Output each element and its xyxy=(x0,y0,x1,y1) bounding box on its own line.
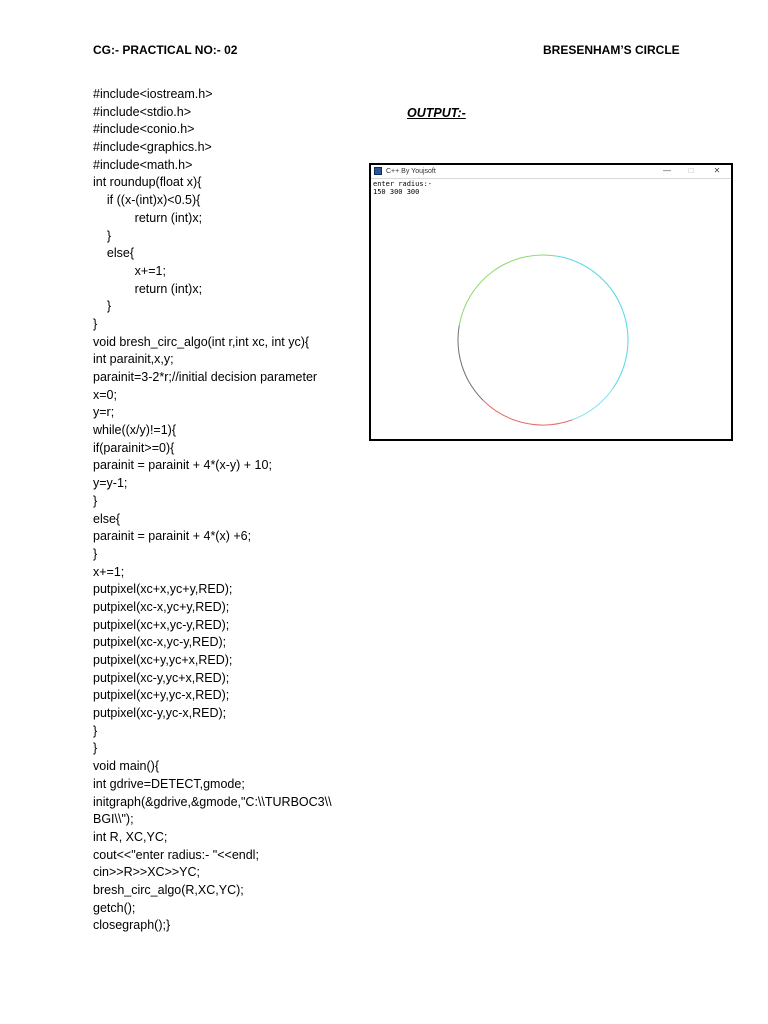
code-line: #include<graphics.h> xyxy=(93,140,212,155)
code-line: int parainit,x,y; xyxy=(93,352,174,367)
code-line: BGI\\"); xyxy=(93,812,134,827)
code-line: else{ xyxy=(93,511,121,526)
code-line: } xyxy=(93,316,98,331)
code-line: } xyxy=(93,723,98,738)
code-line: putpixel(xc+x,yc-y,RED); xyxy=(93,617,230,632)
code-line: while((x/y)!=1){ xyxy=(93,423,177,438)
circle-arc xyxy=(483,400,572,425)
header-practical-number: CG:- PRACTICAL NO:- 02 xyxy=(93,43,238,57)
code-line: putpixel(xc+x,yc+y,RED); xyxy=(93,582,233,597)
circle-arc xyxy=(458,325,483,400)
code-line: putpixel(xc-x,yc+y,RED); xyxy=(93,599,230,614)
code-line: putpixel(xc+y,yc-x,RED); xyxy=(93,688,230,703)
console-input: 150 300 300 xyxy=(373,188,420,196)
code-line: putpixel(xc-y,yc+x,RED); xyxy=(93,670,230,685)
code-line: x+=1; xyxy=(93,564,125,579)
code-line: void bresh_circ_algo(int r,int xc, int yc){ xyxy=(93,334,310,349)
code-line: bresh_circ_algo(R,XC,YC); xyxy=(93,882,244,897)
code-line: return (int)x; xyxy=(93,210,203,225)
code-line: if(parainit>=0){ xyxy=(93,440,175,455)
code-line: cout<<"enter radius:- "<<endl; xyxy=(93,847,259,862)
close-button[interactable]: ✕ xyxy=(713,166,721,175)
minimize-button[interactable]: — xyxy=(663,166,671,175)
code-line: #include<conio.h> xyxy=(93,122,195,137)
window-title-bar[interactable] xyxy=(371,165,731,179)
code-line: #include<stdio.h> xyxy=(93,104,191,119)
code-line: parainit=3-2*r;//initial decision parameter xyxy=(93,370,318,384)
code-line: closegraph();} xyxy=(93,918,171,933)
code-line: #include<iostream.h> xyxy=(93,87,213,101)
code-line: parainit = parainit + 4*(x) +6; xyxy=(93,529,252,544)
window-title: C++ By Youjsoft xyxy=(386,168,436,175)
code-line: } xyxy=(93,741,98,756)
code-line: parainit = parainit + 4*(x-y) + 10; xyxy=(93,458,272,473)
code-line: } xyxy=(93,493,98,508)
circle-arc xyxy=(572,389,613,420)
output-heading: OUTPUT:- xyxy=(407,106,466,120)
code-line: } xyxy=(93,299,112,314)
code-line: x+=1; xyxy=(93,263,166,278)
code-line: int roundup(float x){ xyxy=(93,175,202,190)
maximize-button[interactable]: □ xyxy=(688,166,694,175)
circle-drawing xyxy=(371,179,731,439)
code-line: int R, XC,YC; xyxy=(93,829,168,844)
code-line: putpixel(xc-y,yc-x,RED); xyxy=(93,706,227,721)
code-line: putpixel(xc+y,yc+x,RED); xyxy=(93,653,233,667)
circle-arc xyxy=(558,256,628,388)
console-output-window xyxy=(369,163,733,441)
code-line: if ((x-(int)x)<0.5){ xyxy=(93,193,201,208)
code-line: initgraph(&gdrive,&gmode,"C:\\TURBOC3\\ xyxy=(93,794,332,809)
code-line: } xyxy=(93,546,98,561)
code-line: y=y-1; xyxy=(93,476,128,491)
app-icon xyxy=(374,167,382,175)
code-line: void main(){ xyxy=(93,759,159,774)
code-line: return (int)x; xyxy=(93,281,203,296)
code-line: else{ xyxy=(93,246,134,261)
code-line: #include<math.h> xyxy=(93,157,193,172)
code-line: x=0; xyxy=(93,387,117,402)
code-line: putpixel(xc-x,yc-y,RED); xyxy=(93,635,227,650)
console-graphics-area xyxy=(371,179,731,439)
header-topic-title: BRESENHAM’S CIRCLE xyxy=(543,43,680,57)
code-line: int gdrive=DETECT,gmode; xyxy=(93,776,245,791)
code-line: getch(); xyxy=(93,900,136,915)
code-line: } xyxy=(93,228,112,243)
circle-arc xyxy=(459,255,557,325)
code-line: y=r; xyxy=(93,405,115,420)
source-code-listing xyxy=(93,86,363,935)
code-line: cin>>R>>XC>>YC; xyxy=(93,865,201,880)
console-prompt: enter radius:- xyxy=(373,180,433,188)
